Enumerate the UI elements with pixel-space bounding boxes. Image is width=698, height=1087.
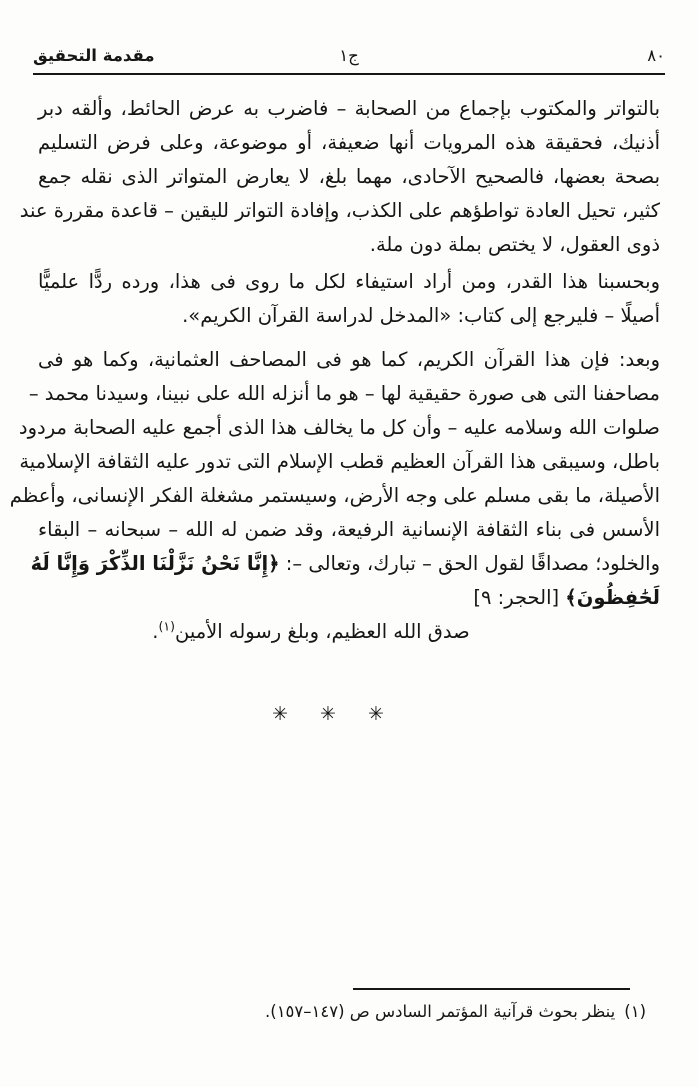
surah-citation: [الحجر: ٩] <box>473 586 566 609</box>
quran-verse: ﴿إِنَّا نَحْنُ نَزَّلْنَا الذِّكْرَ وَإِنَّا لَهُ <box>30 552 280 575</box>
footnote-marker: (١) <box>624 1002 646 1021</box>
text-line: أذنيك، فحقيقة هذه المرويات أنها ضعيفة، أو موضوعة، وعلى فرض التسليم <box>38 131 660 154</box>
text-line: الأصيلة، ما بقى مسلم على وجه الأرض، وسيستمر مشغلة الفكر الإنسانى، وأعظم <box>9 484 660 507</box>
footnote-area <box>38 988 660 1023</box>
text-line: وبحسبنا هذا القدر، ومن أراد استيفاء لكل ما روى فى هذا، ورده ردًّا علميًّا <box>38 270 660 293</box>
quran-verse: لَحَٰفِظُونَ﴾ <box>565 586 660 609</box>
volume-label: ج١ <box>339 46 359 65</box>
text-line: باطل، وسيبقى هذا القرآن العظيم قطب الإسلام التى تدور عليه الثقافة الإسلامية <box>19 450 660 473</box>
page-body <box>9 75 660 726</box>
paragraph-last-line: ذوى العقول، لا يختص بملة دون ملة. <box>369 233 660 256</box>
closing-text: صدق الله العظيم، وبلغ رسوله الأمين <box>174 620 470 643</box>
page-number: ٨٠ <box>647 46 665 65</box>
closing-statement <box>38 615 584 649</box>
text-line: كثير، تحيل العادة تواطؤهم على الكذب، وإفادة التواتر لليقين – قاعدة مقررة عند <box>19 199 660 222</box>
text-line: بالتواتر والمكتوب بإجماع من الصحابة – فاضرب به عرض الحائط، وألقه دبر <box>38 97 660 120</box>
closing-period: . <box>152 620 159 643</box>
footnote-rule <box>353 988 630 990</box>
footnote <box>38 1000 646 1023</box>
running-title: مقدمة التحقيق <box>33 46 155 65</box>
verse-citation-line <box>38 581 660 615</box>
text-line: مصاحفنا التى هى صورة حقيقية لها – هو ما أنزله الله على نبينا، وسيدنا محمد – <box>28 382 660 405</box>
text-line: الأسس فى بناء الثقافة الإنسانية الرفيعة، وقد ضمن له الله – سبحانه – البقاء <box>38 518 660 541</box>
asterisk-separator: ✳ ✳ ✳ <box>272 703 384 725</box>
running-header <box>33 0 665 75</box>
text-segment: والخلود؛ مصداقًا لقول الحق – تبارك، وتعالى –: <box>279 552 660 575</box>
footnote-text: ينظر بحوث قرآنية المؤتمر السادس ص (١٤٧–١٥٧). <box>265 1002 616 1021</box>
paragraph-last-line: أصيلًا – فليرجع إلى كتاب: «المدخل لدراسة القرآن الكريم». <box>182 304 660 327</box>
text-line: بصحة بعضها، فالصحيح الآحادى، مهما بلغ، لا يعارض المتواتر الذى نقله جمع <box>38 165 660 188</box>
text-line: وبعد: فإن هذا القرآن الكريم، كما هو فى المصاحف العثمانية، وكما هو فى <box>38 348 660 371</box>
text-line <box>30 547 660 581</box>
footnote-reference: (١) <box>158 618 175 634</box>
text-line: صلوات الله وسلامه عليه – وأن كل ما يخالف هذا الذى أجمع عليه الصحابة مردود <box>18 416 660 439</box>
